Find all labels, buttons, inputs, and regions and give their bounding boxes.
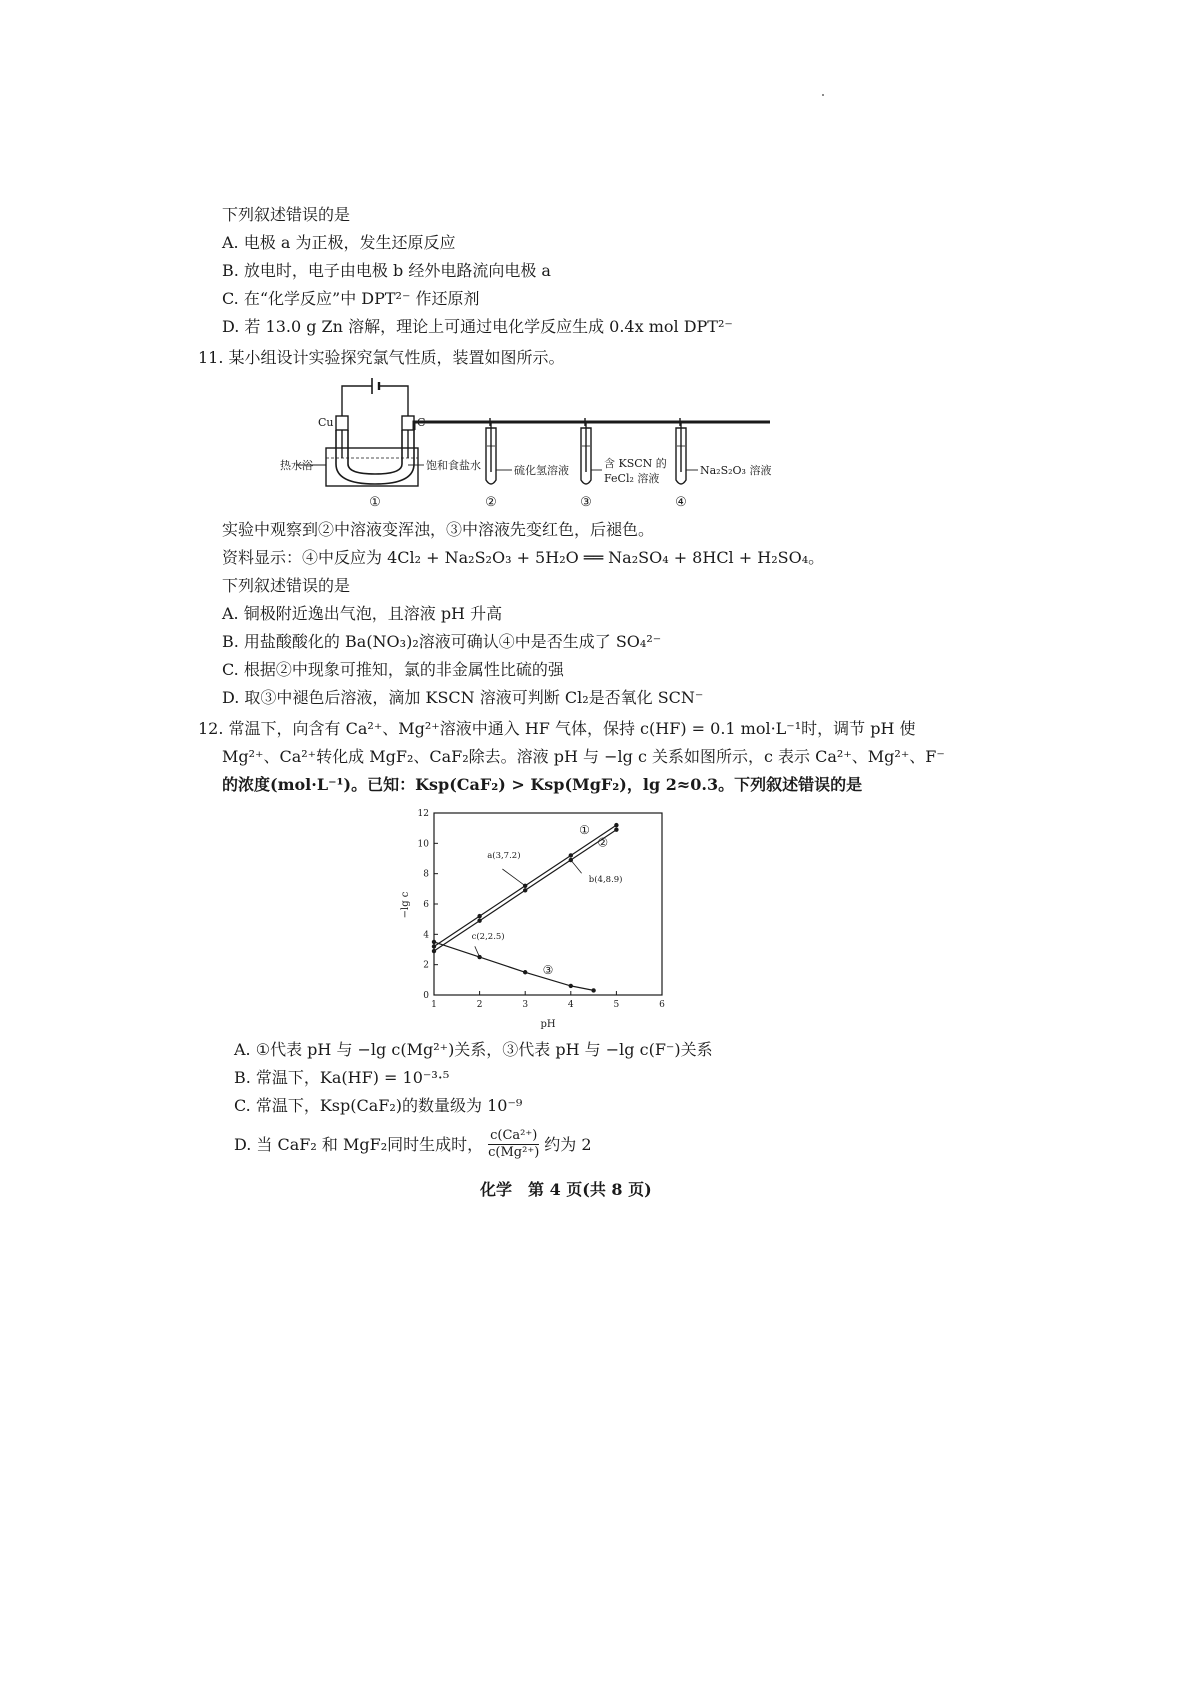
y-tick-label: 8 — [423, 869, 429, 880]
q12-stem-line2: Mg²⁺、Ca²⁺转化成 MgF₂、CaF₂除去。溶液 pH 与 −lg c 关系如图所示，c 表示 Ca²⁺、Mg²⁺、F⁻ — [222, 747, 945, 766]
series-point-2 — [432, 949, 436, 953]
series-point-3 — [569, 984, 573, 988]
q12-option-d-suffix: 约为 2 — [544, 1134, 592, 1154]
q12-option-a: A. ①代表 pH 与 −lg c(Mg²⁺)关系，③代表 pH 与 −lg c(F⁻)关系 — [234, 1040, 713, 1059]
q12-option-d-prefix: D. 当 CaF₂ 和 MgF₂同时生成时， — [234, 1134, 484, 1154]
hot-bath-label: 热水浴 — [280, 459, 313, 472]
q12-option-d-fraction — [486, 1128, 541, 1161]
series-point-1 — [614, 823, 618, 827]
brine-label: 饱和食盐水 — [426, 459, 481, 472]
q11-stem: 11. 某小组设计实验探究氯气性质，装置如图所示。 — [198, 348, 565, 367]
q10-option-d: D. 若 13.0 g Zn 溶解，理论上可通过电化学反应生成 0.4x mol DPT²⁻ — [222, 317, 733, 336]
series-label-2: ② — [597, 835, 609, 850]
annotation-label: c(2,2.5) — [471, 932, 505, 943]
q12-chart — [394, 805, 684, 1035]
y-axis-label: −lg c — [400, 891, 411, 919]
electrode-cu-label: Cu — [318, 416, 334, 429]
q11-apparatus-figure — [280, 372, 840, 512]
q11-question: 下列叙述错误的是 — [222, 576, 351, 595]
q11-option-c: C. 根据②中现象可推知，氯的非金属性比硫的强 — [222, 660, 564, 679]
h2s-solution-label: 硫化氢溶液 — [514, 464, 569, 477]
y-tick-label: 6 — [423, 900, 429, 910]
x-tick-label: 2 — [476, 1000, 483, 1010]
u-tube — [336, 430, 414, 484]
tube-number-4: ④ — [675, 495, 687, 510]
q11-info: 资料显示：④中反应为 4Cl₂ + Na₂S₂O₃ + 5H₂O ══ Na₂SO₄ + 8HCl + H₂SO₄。 — [222, 548, 825, 567]
annotation-label: a(3,7.2) — [487, 850, 521, 861]
fecl2-label-line1: 含 KSCN 的 — [604, 457, 667, 470]
fraction-denominator: c(Mg²⁺) — [488, 1145, 540, 1160]
annotation-label: b(4,8.9) — [588, 875, 623, 886]
q12-stem-line3: 的浓度(mol·L⁻¹)。已知：Ksp(CaF₂) > Ksp(MgF₂)，lg 2≈0.3。下列叙述错误的是 — [222, 775, 863, 794]
q10-option-c: C. 在“化学反应”中 DPT²⁻ 作还原剂 — [222, 289, 480, 308]
x-tick-label: 3 — [522, 1000, 529, 1010]
y-tick-label: 10 — [417, 839, 429, 850]
fraction-numerator: c(Ca²⁺) — [490, 1128, 538, 1143]
gas-tube — [414, 422, 770, 430]
q12-option-b: B. 常温下，Ka(HF) = 10⁻³·⁵ — [234, 1068, 450, 1087]
tube-number-3: ③ — [580, 495, 592, 510]
page-footer: 化学 第 4 页(共 8 页) — [480, 1180, 652, 1199]
hot-water-bath — [326, 448, 418, 486]
q11-option-a: A. 铜极附近逸出气泡，且溶液 pH 升高 — [222, 604, 503, 623]
na2s2o3-label: Na₂S₂O₃ 溶液 — [700, 464, 772, 477]
x-tick-label: 1 — [431, 1000, 437, 1010]
series-point-2 — [477, 918, 481, 922]
series-point-2 — [523, 888, 527, 892]
series-point-3 — [432, 940, 436, 944]
y-tick-label: 4 — [423, 930, 429, 941]
series-point-1 — [569, 853, 573, 857]
tube-number-2: ② — [485, 495, 497, 510]
series-label-3: ③ — [542, 962, 554, 977]
q12-stem-line1: 12. 常温下，向含有 Ca²⁺、Mg²⁺溶液中通入 HF 气体，保持 c(HF) = 0.1 mol·L⁻¹时，调节 pH 使 — [198, 719, 916, 738]
q10-option-a: A. 电极 a 为正极，发生还原反应 — [222, 233, 456, 252]
x-tick-label: 5 — [613, 1000, 620, 1010]
y-tick-label: 12 — [417, 809, 429, 819]
x-axis-label: pH — [540, 1019, 556, 1030]
series-point-3 — [591, 988, 595, 992]
q11-option-b: B. 用盐酸酸化的 Ba(NO₃)₂溶液可确认④中是否生成了 SO₄²⁻ — [222, 632, 662, 651]
q12-option-c: C. 常温下，Ksp(CaF₂)的数量级为 10⁻⁹ — [234, 1096, 523, 1115]
q12-option-d — [234, 1128, 592, 1161]
series-point-1 — [432, 944, 436, 948]
series-point-3 — [523, 970, 527, 974]
y-tick-label: 0 — [423, 991, 429, 1001]
electrode-c-label: C — [417, 416, 426, 429]
battery-icon — [342, 378, 408, 427]
y-tick-label: 2 — [423, 960, 429, 971]
annotation-leader — [502, 869, 525, 886]
series-line-3 — [434, 942, 594, 991]
series-point-1 — [477, 914, 481, 918]
x-tick-label: 6 — [659, 1000, 665, 1010]
annotation-leader — [571, 860, 582, 873]
tube-number-1: ① — [369, 495, 381, 510]
q11-option-d: D. 取③中褪色后溶液，滴加 KSCN 溶液可判断 Cl₂是否氧化 SCN⁻ — [222, 688, 704, 707]
q11-observation: 实验中观察到②中溶液变浑浊，③中溶液先变红色，后褪色。 — [222, 520, 655, 539]
x-tick-label: 4 — [567, 1000, 574, 1010]
fecl2-label-line2: FeCl₂ 溶液 — [604, 472, 660, 485]
series-label-1: ① — [579, 823, 590, 838]
q10-option-b: B. 放电时，电子由电极 b 经外电路流向电极 a — [222, 261, 551, 280]
series-point-2 — [614, 827, 618, 831]
q10-stem: 下列叙述错误的是 — [222, 205, 351, 224]
scan-speck — [822, 94, 824, 96]
